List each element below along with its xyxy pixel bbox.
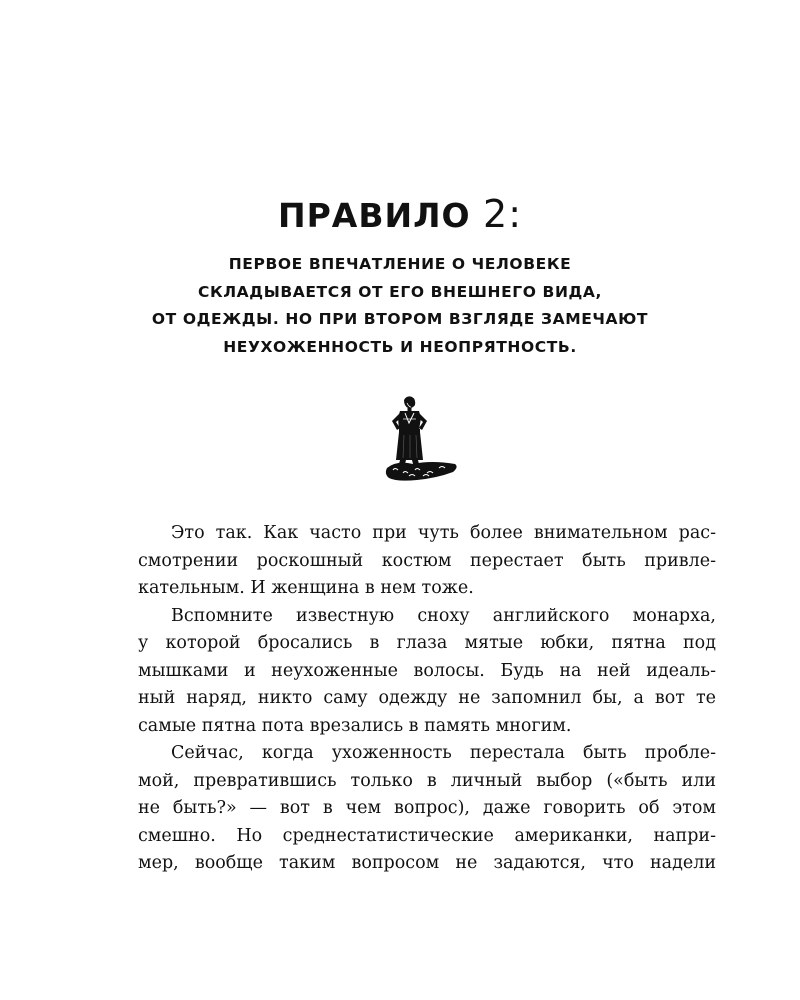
body-text (138, 520, 716, 878)
text-line: мой, превратившись только в личный выбор («быть или (138, 770, 716, 791)
text-line: мышками и неухоженные волосы. Будь на ней идеаль- (138, 660, 716, 681)
rule-title-number: 2: (483, 192, 523, 236)
rule-title (0, 192, 800, 238)
text-line: не быть?» — вот в чем вопрос), даже говорить об этом (138, 798, 716, 818)
standing-woman-icon (383, 394, 461, 490)
subtitle-line: ОТ ОДЕЖДЫ. НО ПРИ ВТОРОМ ВЗГЛЯДЕ ЗАМЕЧАЮТ (151, 310, 649, 328)
text-line: смешно. Но среднестатистические американки, напри- (138, 825, 716, 846)
subtitle-line: ПЕРВОЕ ВПЕЧАТЛЕНИЕ О ЧЕЛОВЕКЕ (228, 255, 572, 273)
rule-subtitle (100, 251, 700, 361)
text-line: ный наряд, никто саму одежду не запомнил бы, а вот те (138, 688, 716, 708)
text-line: кательным. И женщина в нем тоже. (138, 578, 474, 598)
subtitle-line: НЕУХОЖЕННОСТЬ И НЕОПРЯТНОСТЬ. (223, 337, 577, 356)
rule-title-word: ПРАВИЛО (277, 196, 471, 235)
subtitle-line: СКЛАДЫВАЕТСЯ ОТ ЕГО ВНЕШНЕГО ВИДА, (197, 282, 603, 301)
text-line: Это так. Как часто при чуть более внимательном рас- (171, 523, 716, 543)
text-line: смотрении роскошный костюм перестает быть привле- (138, 550, 716, 571)
text-line: мер, вообще таким вопросом не задаются, что надели (138, 853, 716, 873)
text-line: самые пятна пота врезались в память многим. (138, 715, 572, 736)
text-line: Вспомните известную сноху английского монарха, (171, 605, 716, 626)
text-line: у которой бросались в глаза мятые юбки, пятна под (138, 633, 716, 653)
text-line: Сейчас, когда ухоженность перестала быть пробле- (171, 743, 716, 763)
